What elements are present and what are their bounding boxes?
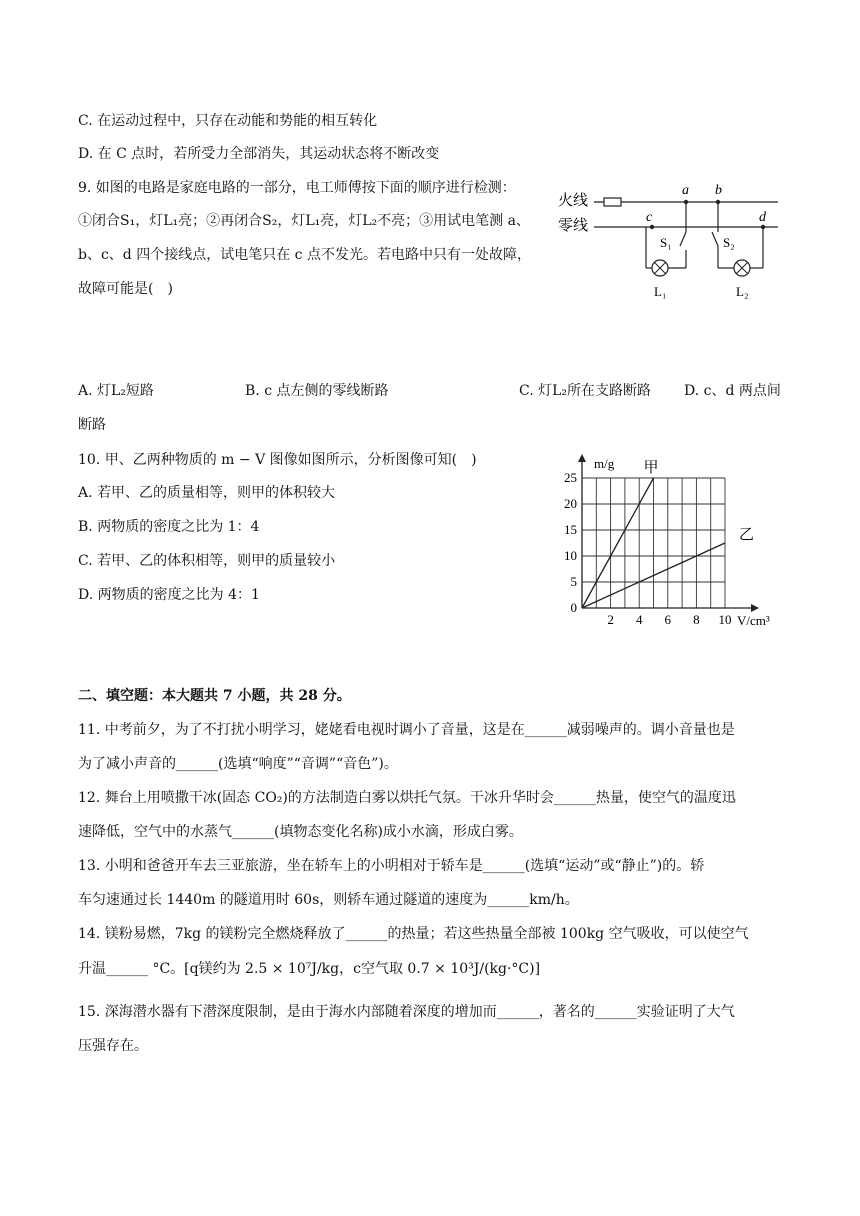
x-axis-arrow: [751, 604, 759, 612]
q14-line-2: 升温______ °C。[q镁约为 2.5 × 10⁷J/kg，c空气取 0.7 × 10³J/(kg·°C)]: [78, 961, 541, 977]
mv-chart-figure: [562, 450, 787, 635]
q12-line-2: 速降低，空气中的水蒸气______(填物态变化名称)成小水滴，形成白雾。: [78, 824, 523, 840]
q9-option-d: D. c、d 两点间: [684, 383, 781, 399]
lamp-l1-label: L₁: [654, 284, 667, 299]
q9-stem-line-4: 故障可能是( ): [78, 281, 173, 297]
switch-s1-label: S₁: [660, 235, 672, 250]
q9-stem-line-1: 9. 如图的电路是家庭电路的一部分，电工师傅按下面的顺序进行检测：: [78, 180, 516, 196]
y-tick-label: 25: [564, 470, 577, 485]
q13-line-2: 车匀速通过长 1440m 的隧道用时 60s，则轿车通过隧道的速度为______km/h。: [78, 892, 579, 908]
q12-line-1: 12. 舞台上用喷撒干冰(固态 CO₂)的方法制造白雾以烘托气氛。干冰升华时会______热量，使空气的温度迅: [78, 790, 736, 806]
q9-option-c: C. 灯L₂所在支路断路: [519, 383, 652, 399]
junction-c: [650, 225, 654, 229]
q10-option-c: C. 若甲、乙的体积相等，则甲的质量较小: [78, 553, 336, 569]
series-line-jia: [582, 478, 654, 608]
q9-option-d-continued: 断路: [78, 417, 106, 433]
q15-line-2: 压强存在。: [78, 1038, 148, 1054]
fuse: [604, 198, 621, 206]
q14-line-1: 14. 镁粉易燃，7kg 的镁粉完全燃烧释放了______的热量；若这些热量全部被 100kg 空气吸收，可以使空气: [78, 926, 749, 942]
mv-chart: [562, 450, 787, 635]
x-tick-label: 4: [635, 612, 643, 627]
y-tick-label: 10: [564, 548, 577, 563]
q9-stem-line-2: ①闭合S₁，灯L₁亮；②再闭合S₂，灯L₁亮，灯L₂不亮；③用试电笔测 a、: [78, 213, 530, 229]
q10-option-a: A. 若甲、乙的质量相等，则甲的体积较大: [78, 485, 336, 501]
q9-stem-line-3: b、c、d 四个接线点，试电笔只在 c 点不发光。若电路中只有一处故障，: [78, 247, 531, 263]
q9-option-b: B. c 点左侧的零线断路: [245, 383, 389, 399]
q8-option-c: C. 在运动过程中，只存在动能和势能的相互转化: [78, 113, 378, 129]
x-axis-label: V/cm³: [737, 613, 770, 628]
section-2-heading: 二、填空题：本大题共 7 小题，共 28 分。: [78, 688, 351, 704]
series-label-yi: 乙: [739, 527, 755, 543]
q13-line-1: 13. 小明和爸爸开车去三亚旅游，坐在轿车上的小明相对于轿车是______(选填“运动”或“静止”)的。轿: [78, 858, 705, 874]
q9-circuit-figure: [556, 180, 786, 305]
neutral-wire-label: 零线: [558, 218, 589, 234]
point-c-label: c: [646, 210, 653, 225]
q10-option-d: D. 两物质的密度之比为 4：1: [78, 587, 260, 603]
live-wire-label: 火线: [558, 193, 589, 209]
q10-option-b: B. 两物质的密度之比为 1：4: [78, 519, 260, 535]
q9-option-a: A. 灯L₂短路: [78, 383, 154, 399]
x-tick-label: 10: [718, 612, 732, 627]
q15-line-1: 15. 深海潜水器有下潜深度限制，是由于海水内部随着深度的增加而______，著名的______实验证明了大气: [78, 1004, 735, 1020]
y-axis-label: m/g: [594, 456, 615, 471]
circuit-diagram: [556, 180, 786, 305]
q8-option-d: D. 在 C 点时，若所受力全部消失，其运动状态将不断改变: [78, 146, 440, 162]
y-tick-label: 0: [570, 600, 577, 615]
y-axis-arrow: [578, 454, 586, 462]
point-a-label: a: [682, 183, 689, 198]
point-b-label: b: [715, 183, 722, 198]
x-tick-label: 8: [693, 612, 700, 627]
y-tick-label: 5: [570, 574, 577, 589]
y-tick-label: 20: [564, 496, 577, 511]
switch-s1: [680, 232, 686, 246]
x-tick-label: 2: [607, 612, 614, 627]
point-d-label: d: [759, 210, 766, 225]
x-tick-label: 6: [664, 612, 672, 627]
q11-line-2: 为了减小声音的______(选填“响度”“音调”“音色”)。: [78, 756, 398, 772]
switch-s2-label: S₂: [723, 235, 735, 250]
q11-line-1: 11. 中考前夕，为了不打扰小明学习，姥姥看电视时调小了音量，这是在______减弱噪声的。调小音量也是: [78, 722, 735, 738]
y-tick-label: 15: [564, 522, 577, 537]
q10-stem: 10. 甲、乙两种物质的 m − V 图像如图所示，分析图像可知( ): [78, 452, 477, 468]
series-label-jia: 甲: [643, 460, 659, 476]
switch-s2: [712, 232, 718, 246]
lamp-l2-label: L₂: [736, 284, 749, 299]
